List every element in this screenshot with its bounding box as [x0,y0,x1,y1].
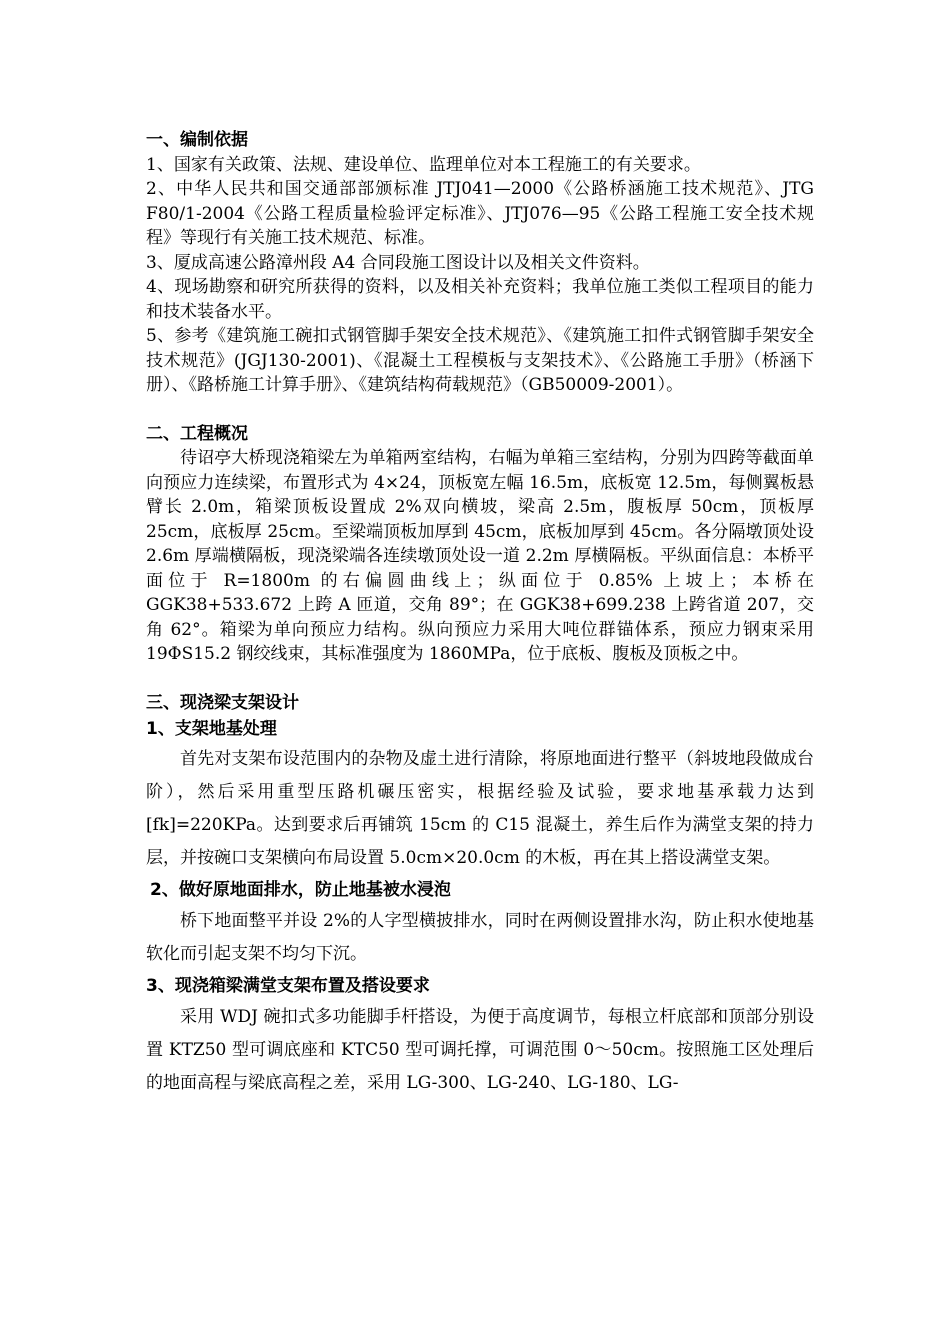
section-heading-support-design: 三、现浇梁支架设计 [146,692,299,713]
scaffold-paragraph: 采用 WDJ 碗扣式多功能脚手杆搭设，为便于高度调节，每根立杆底部和顶部分别设置 KTZ50 型可调底座和 KTC50 型可调托撑，可调范围 0～50cm。按照施工区处理后的地面高程与梁底高程之差，采用 LG-300、LG-240、LG-180、LG- [146,1007,814,1093]
drainage-paragraph: 桥下地面整平并设 2%的人字型横披排水，同时在两侧设置排水沟，防止积水使地基软化而引起支架不均匀下沉。 [146,911,814,964]
basis-item-2: 2、中华人民共和国交通部部颁标准 JTJ041—2000《公路桥涵施工技术规范》、JTG F80/1-2004《公路工程质量检验评定标准》、JTJ076—95《公路工程施工安全技术规程》等现行有关施工技术规范、标准。 [146,179,814,248]
basis-item-4: 4、现场勘察和研究所获得的资料，以及相关补充资料；我单位施工类似工程项目的能力和技术装备水平。 [146,277,814,322]
basis-item-5: 5、参考《建筑施工碗扣式钢管脚手架安全技术规范》、《建筑施工扣件式钢管脚手架安全技术规范》(JGJ130-2001)、《混凝土工程模板与支架技术》、《公路施工手册》（桥涵下册）、《路桥施工计算手册》、《建筑结构荷载规范》（GB50009-2001）。 [146,326,814,395]
subsection-heading-foundation: 1、支架地基处理 [146,719,277,739]
section-heading-basis: 一、编制依据 [146,130,248,150]
subsection-heading-scaffold: 3、现浇箱梁满堂支架布置及搭设要求 [146,976,430,996]
basis-item-1: 1、国家有关政策、法规、建设单位、监理单位对本工程施工的有关要求。 [146,154,701,175]
foundation-paragraph: 首先对支架布设范围内的杂物及虚土进行清除，将原地面进行整平（斜坡地段做成台阶），然后采用重型压路机碾压密实，根据经验及试验，要求地基承载力达到[fk]=220KPa。达到要求后再铺筑 15cm 的 C15 混凝土，养生后作为满堂支架的持力层，并按碗口支架横向布局设置 5.0cm×20.0cm 的木板，再在其上搭设满堂支架。 [146,749,814,868]
overview-paragraph: 待诏亭大桥现浇箱梁左为单箱两室结构，右幅为单箱三室结构，分别为四跨等截面单向预应力连续梁，布置形式为 4×24，顶板宽左幅 16.5m，底板宽 12.5m，每侧翼板悬臂长 2.0m，箱梁顶板设置成 2%双向横坡，梁高 2.5m，腹板厚 50cm，顶板厚 25cm，底板厚 25cm。至梁端顶板加厚到 45cm，底板加厚到 45cm。各分隔墩顶处设 2.6m 厚端横隔板，现浇梁端各连续墩顶处设一道 2.2m 厚横隔板。平纵面信息：本桥平面位于 R=1800m 的右偏圆曲线上；纵面位于 0.85% 上坡上；本桥在 GGK38+533.672 上跨 A 匝道，交角 89°；在 GGK38+699.238 上跨省道 207，交角 62°。箱梁为单向预应力结构。纵向预应力采用大吨位群锚体系，预应力钢束采用 19ΦS15.2 钢绞线束，其标准强度为 1860MPa，位于底板、腹板及顶板之中。 [146,448,814,664]
section-heading-overview: 二、工程概况 [146,423,248,444]
basis-item-3: 3、厦成高速公路漳州段 A4 合同段施工图设计以及相关文件资料。 [146,252,650,273]
document-body [146,128,814,1100]
subsection-heading-drainage: 2、做好原地面排水，防止地基被水浸泡 [150,880,451,900]
